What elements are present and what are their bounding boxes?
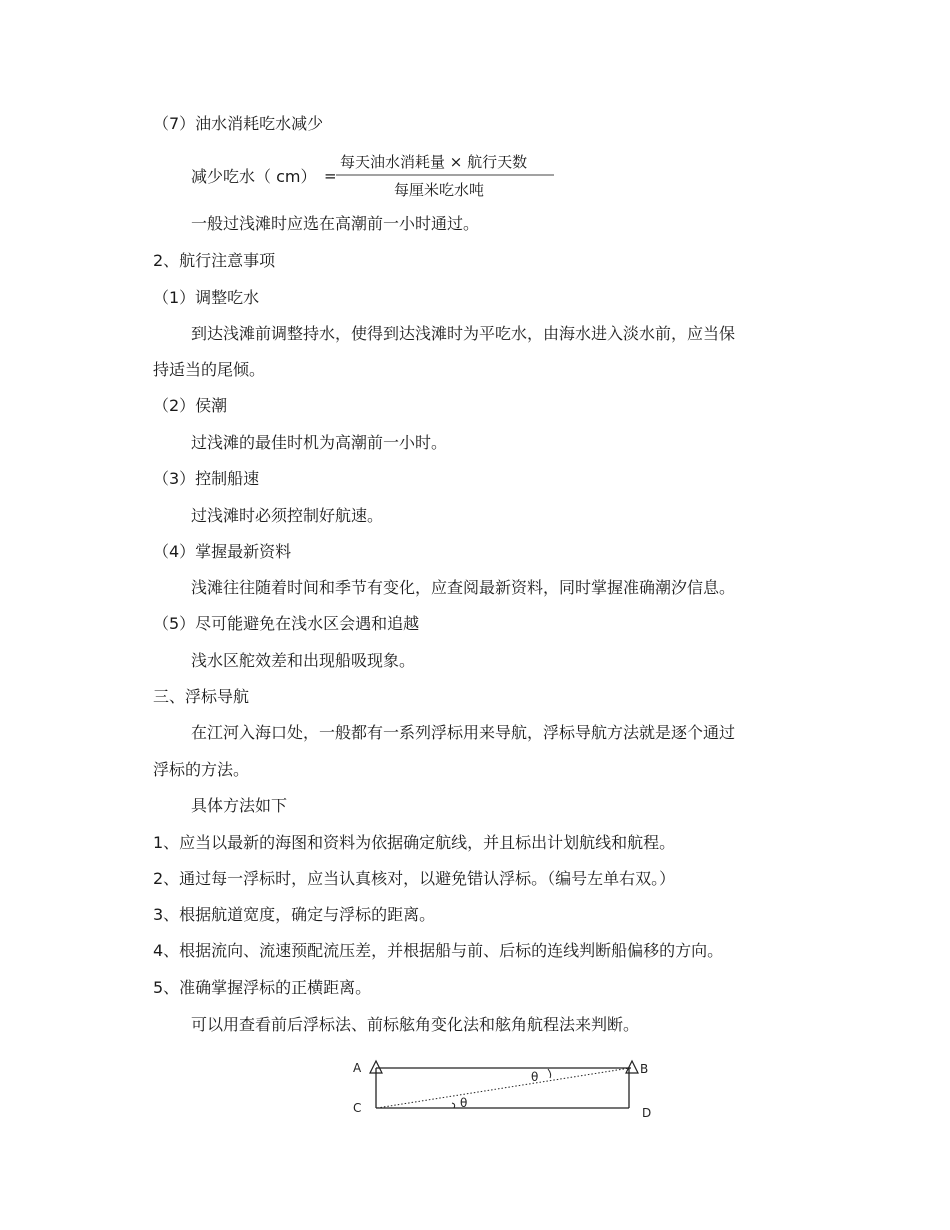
line-cb-dotted	[377, 1068, 630, 1108]
label-a: A	[353, 1061, 362, 1075]
buoy-b-icon	[626, 1061, 638, 1073]
paragraph-control-speed: 过浅滩时必须控制好航速。	[191, 506, 384, 525]
angle-label-bottom: θ	[460, 1096, 468, 1110]
method-item-3: 3、根据航道宽度，确定与浮标的距离。	[153, 905, 436, 924]
method-item-2: 2、通过每一浮标时，应当认真核对，以避免错认浮标。（编号左单右双。）	[153, 869, 676, 888]
label-b: B	[640, 1062, 649, 1076]
buoy-abeam-diagram	[340, 1052, 670, 1127]
formula-equals: =	[324, 167, 337, 185]
formula-lhs: 减少吃水（ cm）	[191, 167, 317, 186]
fraction-bar	[336, 174, 554, 176]
paragraph-shoal-timing: 一般过浅滩时应选在高潮前一小时通过。	[191, 214, 480, 233]
paragraph-buoy-intro-2: 浮标的方法。	[153, 760, 250, 779]
subheading-adjust-draft: （1）调整吃水	[153, 288, 260, 307]
heading-buoy-navigation: 三、浮标导航	[153, 687, 250, 706]
formula-denominator: 每厘米吃水吨	[394, 181, 485, 199]
paragraph-wait-tide: 过浅滩的最佳时机为高潮前一小时。	[191, 433, 448, 452]
angle-arc-bottom	[452, 1103, 455, 1108]
formula-numerator: 每天油水消耗量 × 航行天数	[340, 153, 528, 171]
label-c: C	[353, 1101, 362, 1115]
paragraph-method-5: 可以用查看前后浮标法、前标舷角变化法和舷角航程法来判断。	[191, 1015, 640, 1034]
subheading-control-speed: （3）控制船速	[153, 469, 260, 488]
paragraph-buoy-intro-1: 在江河入海口处，一般都有一系列浮标用来导航，浮标导航方法就是逐个通过	[191, 723, 736, 742]
method-item-4: 4、根据流向、流速预配流压差，并根据船与前、后标的连线判断船偏移的方向。	[153, 941, 724, 960]
subheading-wait-tide: （2）侯潮	[153, 396, 228, 415]
paragraph-avoid-meeting: 浅水区舵效差和出现船吸现象。	[191, 651, 416, 670]
angle-label-top: θ	[531, 1070, 539, 1084]
section-7-title: （7）油水消耗吃水减少	[153, 114, 324, 133]
label-d: D	[642, 1106, 652, 1120]
angle-arc-top	[548, 1069, 551, 1078]
paragraph-latest-info: 浅滩往往随着时间和季节有变化，应查阅最新资料，同时掌握准确潮汐信息。	[191, 578, 736, 597]
heading-navigation-notes: 2、航行注意事项	[153, 251, 276, 270]
paragraph-method-intro: 具体方法如下	[191, 796, 288, 815]
subheading-avoid-meeting: （5）尽可能避免在浅水区会遇和追越	[153, 614, 420, 633]
method-item-5: 5、准确掌握浮标的正横距离。	[153, 978, 372, 997]
paragraph-adjust-draft-2: 持适当的尾倾。	[153, 360, 266, 379]
paragraph-adjust-draft-1: 到达浅滩前调整持水，使得到达浅滩时为平吃水，由海水进入淡水前，应当保	[191, 324, 736, 343]
subheading-latest-info: （4）掌握最新资料	[153, 542, 292, 561]
method-item-1: 1、应当以最新的海图和资料为依据确定航线，并且标出计划航线和航程。	[153, 833, 676, 852]
